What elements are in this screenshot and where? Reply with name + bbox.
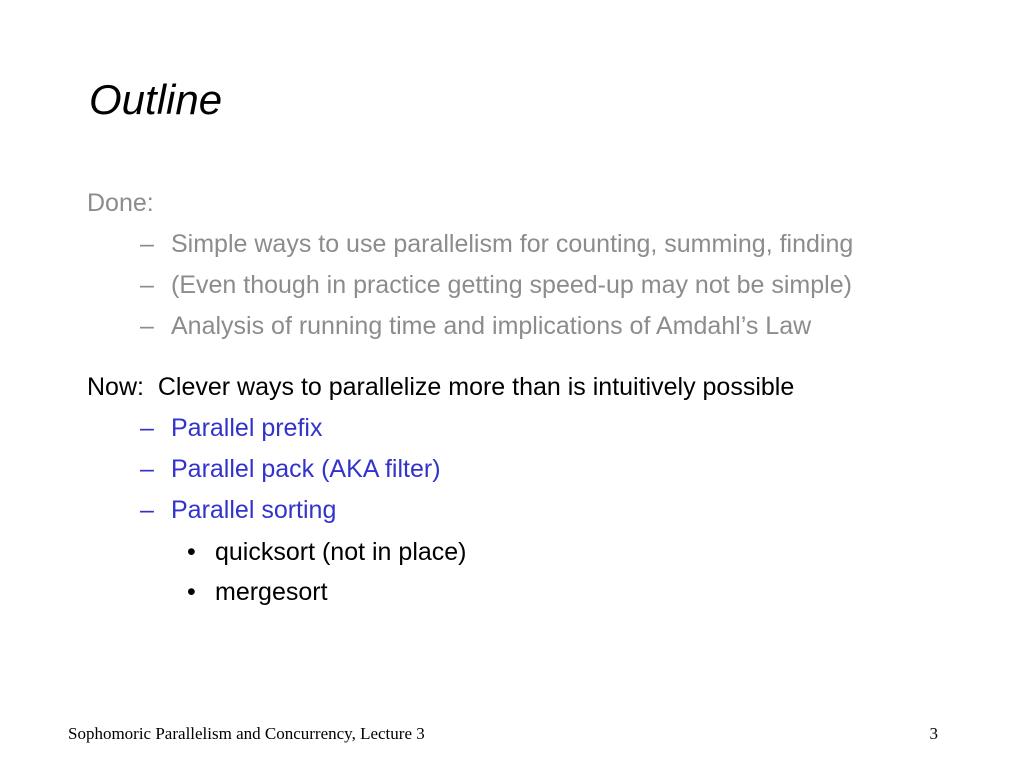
done-item [140,270,852,300]
dash-marker: – [140,312,154,340]
now-item-text: Parallel pack (AKA filter) [171,455,441,483]
now-item-text: Parallel prefix [171,414,323,442]
bullet-marker: • [187,578,196,606]
dash-marker: – [140,496,154,524]
now-heading: Now: Clever ways to parallelize more than is intuitively possible [87,373,795,401]
sub-item-text: quicksort (not in place) [215,538,467,566]
done-item [140,229,853,259]
sub-item [187,577,328,607]
dash-marker: – [140,230,154,258]
dash-marker: – [140,271,154,299]
sub-item-text: mergesort [215,578,328,606]
now-item [140,413,322,443]
dash-marker: – [140,455,154,483]
footer-page-number: 3 [929,724,938,743]
done-item-text: Analysis of running time and implications of Amdahl’s Law [171,312,812,340]
dash-marker: – [140,414,154,442]
sub-item [187,537,467,567]
done-item [140,311,811,341]
done-item-text: (Even though in practice getting speed-up may not be simple) [171,271,852,299]
bullet-marker: • [187,538,196,566]
done-heading: Done: [87,189,154,217]
now-item-text: Parallel sorting [171,496,337,524]
now-item [140,454,441,484]
slide-title: Outline [89,76,223,123]
footer-course-title: Sophomoric Parallelism and Concurrency, Lecture 3 [68,724,425,743]
now-item [140,495,336,525]
done-item-text: Simple ways to use parallelism for counting, summing, finding [171,230,854,258]
